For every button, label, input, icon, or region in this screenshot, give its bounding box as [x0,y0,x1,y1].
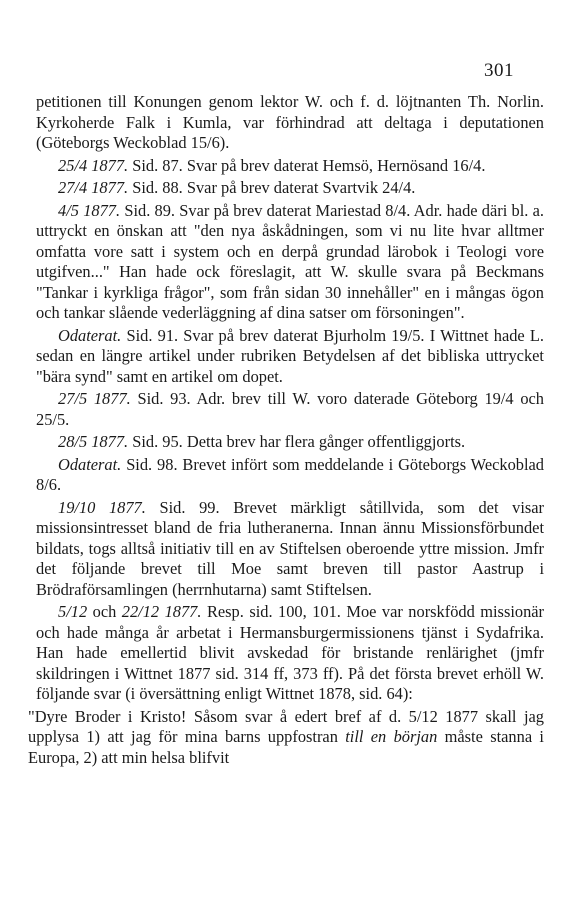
italic-text: 22/12 1877. [121,602,202,621]
paragraph [36,602,544,705]
text-run: Resp. sid. 100, 101. Moe var norskfödd missionär och hade många år arbetat i Hermansburgermissionens tjänst i Sydafrika. Han hade emellertid blivit avskedad för bristande renlärighet (jmfr skildringen i Wittnet 1877 sid. 314 ff, 373 ff). På det första brevet erhöll W. följande svar (i översättning enligt Wittnet 1878, sid. 64): [36,602,544,703]
text-run: Sid. 95. Detta brev har flera gånger offentliggjorts. [128,432,466,451]
paragraph [36,455,544,496]
page-number: 301 [484,60,514,81]
paragraph [36,326,544,388]
italic-text: 5/12 [58,602,88,621]
italic-text: 25/4 1877. [58,155,129,175]
text-run: Sid. 99. Brevet märkligt såtillvida, som det visar missionsintresset bland de fria lutheranerna. Innan ännu Missionsförbundet bildats, togs alltså initiativ till en av Stiftelsen oberoende yttre mission. Jmfr det följande brevet till Moe samt breven till pastor Aastrup i Brödraförsamlingen (herrnhutarna) samt Stiftelsen. [36,497,545,599]
text-run: måste stanna i Europa, 2) att min helsa blifvit [28,727,544,767]
text-run: Sid. 98. Brevet infört som meddelande i Göteborgs Weckoblad 8/6. [36,454,544,494]
paragraph [36,92,544,154]
italic-text: 4/5 1877. [58,200,121,220]
text-run: Sid. 91. Svar på brev daterat Bjurholm 19/5. I Wittnet hade L. sedan en längre artikel under rubriken Betydelsen af det bibliska uttrycket "bära synd" samt en artikel om dopet. [36,325,544,386]
text-run: petitionen till Konungen genom lektor W. och f. d. löjtnanten Th. Norlin. Kyrkoherde Falk i Kumla, var förhindrad att deltaga i deputationen (Göteborgs Weckoblad 15/6). [36,92,544,152]
paragraph [36,178,544,199]
paragraph [36,432,544,453]
italic-text: till en början [345,727,438,746]
document-body [28,92,545,770]
paragraph [28,707,544,769]
paragraph [36,156,544,177]
italic-text: Odaterat. [58,454,122,474]
paragraph [36,389,544,430]
italic-text: 19/10 1877. [58,497,146,517]
text-run: Sid. 87. Svar på brev daterat Hemsö, Hernösand 16/4. [128,155,486,175]
text-run: Sid. 93. Adr. brev till W. voro daterade Göteborg 19/4 och 25/5. [36,389,544,429]
italic-text: 27/4 1877. [58,178,129,197]
italic-text: 28/5 1877. [58,432,129,451]
italic-text: Odaterat. [58,325,122,345]
text-run: Sid. 89. Svar på brev daterat Mariestad 8/4. Adr. hade däri bl. a. uttryckt en önskan att "den nya åskådningen, som vi nu lite hvar alltmer omfatta vore satt i system och en derpå grundad lärobok i Teologi vore utgifven..." Han hade ock föreslagit, att W. skulle svara på Beckmans "Tankar i kyrkliga frågor", som från sidan 30 innehåller" en i mångas ögon och tankar slående vederläggning af dina satser om försoningen". [36,200,544,322]
text-run: "Dyre Broder i Kristo! Såsom svar å edert bref af d. 5/12 1877 skall jag upplysa 1) att jag för mina barns uppfostran [28,706,544,746]
text-run: Sid. 88. Svar på brev daterat Svartvik 24/4. [128,178,416,197]
italic-text: 27/5 1877. [58,389,131,408]
text-run: och [87,602,122,621]
paragraph [36,498,544,601]
paragraph [36,201,544,324]
